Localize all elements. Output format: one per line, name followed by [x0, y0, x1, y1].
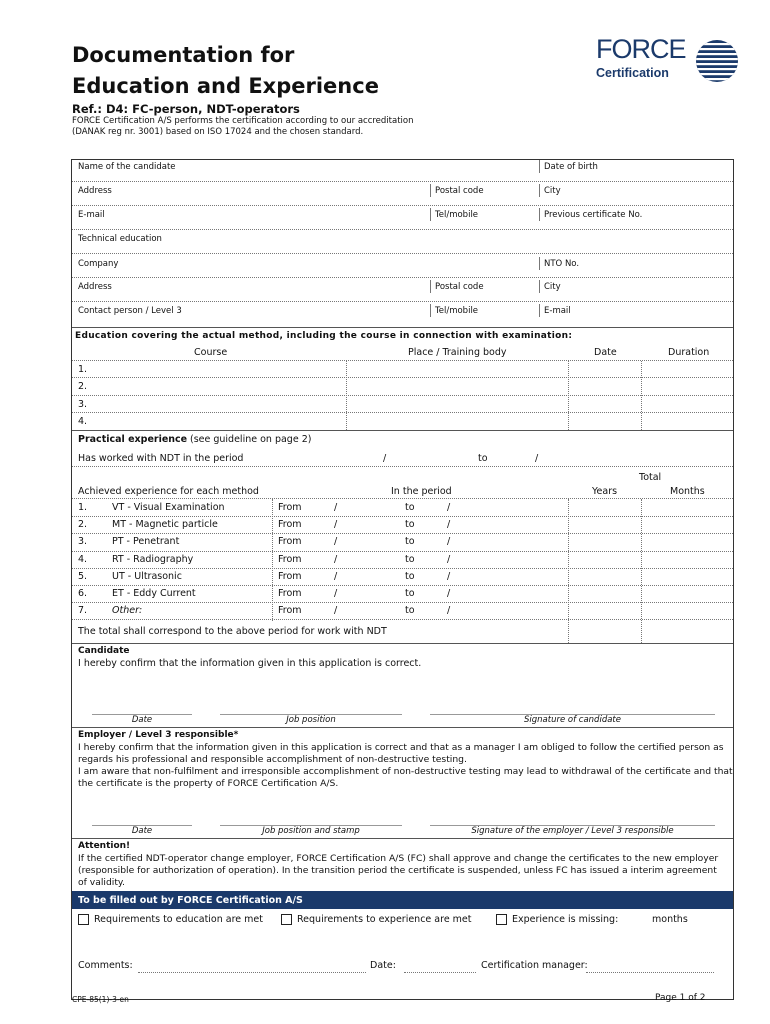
- experience-missing-checkbox[interactable]: [496, 914, 507, 925]
- method-from-label: From: [278, 553, 302, 565]
- method-name[interactable]: VT - Visual Examination: [112, 502, 225, 513]
- method-to-label: to: [405, 570, 415, 582]
- method-to-label: to: [405, 536, 415, 548]
- method-to-slash[interactable]: /: [447, 536, 451, 548]
- method-from-label: From: [278, 605, 302, 617]
- method-from-slash[interactable]: /: [334, 536, 338, 548]
- employer-signature-caption: Signature of the employer / Level 3 responsible: [471, 826, 674, 836]
- city-field[interactable]: City: [544, 186, 561, 196]
- globe-icon: [694, 38, 740, 84]
- education-row-1[interactable]: 1.: [78, 364, 88, 375]
- months-label: Months: [670, 486, 705, 497]
- address-field[interactable]: Address: [78, 186, 112, 196]
- achieved-label: Achieved experience for each method: [78, 486, 259, 497]
- method-from-slash[interactable]: /: [334, 519, 338, 531]
- method-from-slash[interactable]: /: [334, 553, 338, 565]
- req-experience-checkbox[interactable]: [281, 914, 292, 925]
- experience-missing-label: Experience is missing:: [512, 914, 619, 925]
- employer-p1-line1: I hereby confirm that the information given in this application is correct and that as a manager I am obliged to follow the certified person as: [78, 742, 724, 753]
- method-number: 1.: [78, 502, 88, 513]
- candidate-signature-caption: Signature of candidate: [524, 715, 621, 725]
- manager-label: Certification manager:: [481, 960, 588, 971]
- company-field[interactable]: Company: [78, 259, 119, 269]
- method-to-slash[interactable]: /: [447, 553, 451, 565]
- method-from-slash[interactable]: /: [334, 570, 338, 582]
- office-date-label: Date:: [370, 960, 396, 971]
- total-note: The total shall correspond to the above period for work with NDT: [78, 626, 387, 637]
- method-from-slash[interactable]: /: [334, 588, 338, 599]
- method-row-divider: [72, 533, 733, 534]
- method-number: 6.: [78, 588, 88, 599]
- req-experience-label: Requirements to experience are met: [297, 914, 472, 925]
- period-slash-1[interactable]: /: [383, 453, 387, 464]
- nto-field[interactable]: NTO No.: [544, 259, 580, 269]
- method-number: 5.: [78, 570, 88, 582]
- method-name[interactable]: ET - Eddy Current: [112, 588, 196, 599]
- attention-line1: If the certified NDT-operator change employer, FORCE Certification A/S (FC) shall approve and change the certificates to the new employer: [78, 853, 719, 864]
- form-code: CPE-85(1)-3-en: [72, 995, 129, 1004]
- company-city-field[interactable]: City: [544, 282, 561, 292]
- req-education-label: Requirements to education are met: [94, 914, 263, 925]
- intro-line-1: FORCE Certification A/S performs the certification according to our accreditation: [72, 116, 414, 126]
- method-row-divider: [72, 585, 733, 586]
- method-number: 2.: [78, 519, 88, 531]
- method-from-label: From: [278, 536, 302, 548]
- previous-certificate-field[interactable]: Previous certificate No.: [544, 210, 643, 220]
- contact-email-field[interactable]: E-mail: [544, 306, 571, 316]
- method-to-label: to: [405, 519, 415, 531]
- logo-word-force: FORCE: [596, 34, 686, 64]
- candidate-heading: Candidate: [78, 646, 130, 656]
- in-period-label: In the period: [391, 486, 452, 497]
- method-to-slash[interactable]: /: [447, 570, 451, 582]
- method-row-divider: [72, 516, 733, 517]
- comments-label: Comments:: [78, 960, 133, 971]
- method-to-label: to: [405, 502, 415, 513]
- logo-word-certification: Certification: [596, 66, 669, 80]
- method-name[interactable]: UT - Ultrasonic: [112, 570, 182, 582]
- practical-heading: Practical experience: [78, 434, 188, 445]
- attention-heading: Attention!: [78, 841, 131, 851]
- years-label: Years: [592, 486, 618, 497]
- col-date: Date: [594, 347, 617, 358]
- manager-input[interactable]: [586, 972, 714, 973]
- name-field[interactable]: Name of the candidate: [78, 162, 176, 172]
- education-row-2[interactable]: 2.: [78, 381, 88, 392]
- total-label: Total: [639, 472, 662, 483]
- candidate-job-caption: Job position: [286, 715, 336, 725]
- office-use-heading: To be filled out by FORCE Certification A/S: [78, 895, 303, 906]
- force-certification-logo: [596, 36, 746, 84]
- practical-heading-note: (see guideline on page 2): [190, 434, 312, 445]
- tel-field[interactable]: Tel/mobile: [435, 210, 479, 220]
- dob-field[interactable]: Date of birth: [544, 162, 598, 172]
- employer-heading: Employer / Level 3 responsible*: [78, 730, 239, 740]
- method-number: 4.: [78, 553, 88, 565]
- office-date-input[interactable]: [404, 972, 476, 973]
- method-number: 7.: [78, 605, 88, 617]
- method-to-slash[interactable]: /: [447, 519, 451, 531]
- attention-line2: (responsible for authorization of operation). In the transition period the certificate is suspended, unless FC has issued a interim agreement: [78, 865, 717, 876]
- method-row-divider: [72, 568, 733, 569]
- req-education-checkbox[interactable]: [78, 914, 89, 925]
- page-number: Page 1 of 2: [655, 993, 706, 1003]
- method-to-slash[interactable]: /: [447, 588, 451, 599]
- candidate-confirm-text: I hereby confirm that the information given in this application is correct.: [78, 658, 422, 669]
- title-line-1: Documentation for: [72, 43, 295, 67]
- company-address-field[interactable]: Address: [78, 282, 112, 292]
- method-to-label: to: [405, 605, 415, 617]
- attention-line3: of validity.: [78, 877, 125, 888]
- employer-job-caption: Job position and stamp: [262, 826, 360, 836]
- method-name[interactable]: Other:: [112, 605, 143, 617]
- method-to-label: to: [405, 588, 415, 599]
- email-field[interactable]: E-mail: [78, 210, 105, 220]
- method-name[interactable]: MT - Magnetic particle: [112, 519, 218, 531]
- education-row-3[interactable]: 3.: [78, 399, 88, 410]
- employer-p2-line2: the certificate is the property of FORCE Certification A/S.: [78, 778, 339, 789]
- method-row-divider: [72, 602, 733, 603]
- method-from-label: From: [278, 570, 302, 582]
- candidate-date-caption: Date: [131, 715, 153, 725]
- method-from-slash[interactable]: /: [334, 605, 338, 617]
- employer-date-caption: Date: [131, 826, 153, 836]
- col-place: Place / Training body: [408, 347, 507, 358]
- method-row-divider: [72, 551, 733, 552]
- col-duration: Duration: [668, 347, 710, 358]
- method-number: 3.: [78, 536, 88, 548]
- title-line-2: Education and Experience: [72, 74, 379, 98]
- period-slash-2[interactable]: /: [535, 453, 539, 464]
- method-name[interactable]: PT - Penetrant: [112, 536, 180, 548]
- employer-p2-line1: I am aware that non-fulfilment and irresponsible accomplishment of non-destructive testing may lead to withdrawal of the certificate and that: [78, 766, 733, 777]
- page-title: [72, 40, 379, 102]
- method-from-label: From: [278, 502, 302, 513]
- education-heading: Education covering the actual method, including the course in connection with examination:: [75, 331, 573, 341]
- contact-person-field[interactable]: Contact person / Level 3: [78, 306, 182, 316]
- method-name[interactable]: RT - Radiography: [112, 553, 194, 565]
- months-missing-label: months: [652, 914, 688, 925]
- comments-input[interactable]: [138, 972, 366, 973]
- method-to-slash[interactable]: /: [447, 605, 451, 617]
- method-to-slash[interactable]: /: [447, 502, 451, 513]
- method-from-label: From: [278, 519, 302, 531]
- method-row-divider: [72, 619, 733, 620]
- postal-code-field[interactable]: Postal code: [435, 186, 484, 196]
- col-course: Course: [194, 347, 228, 358]
- reference: Ref.: D4: FC-person, NDT-operators: [72, 102, 300, 116]
- method-to-label: to: [405, 553, 415, 565]
- technical-education-field[interactable]: Technical education: [78, 234, 162, 244]
- period-label: Has worked with NDT in the period: [78, 453, 244, 464]
- intro-line-2: (DANAK reg nr. 3001) based on ISO 17024 and the chosen standard.: [72, 127, 364, 137]
- method-from-label: From: [278, 588, 302, 599]
- company-postal-code-field[interactable]: Postal code: [435, 282, 484, 292]
- employer-p1-line2: regards his professional and responsible accomplishment of non-destructive testing.: [78, 754, 467, 765]
- education-row-4[interactable]: 4.: [78, 416, 88, 427]
- contact-tel-field[interactable]: Tel/mobile: [435, 306, 479, 316]
- period-to: to: [478, 453, 488, 464]
- method-from-slash[interactable]: /: [334, 502, 338, 513]
